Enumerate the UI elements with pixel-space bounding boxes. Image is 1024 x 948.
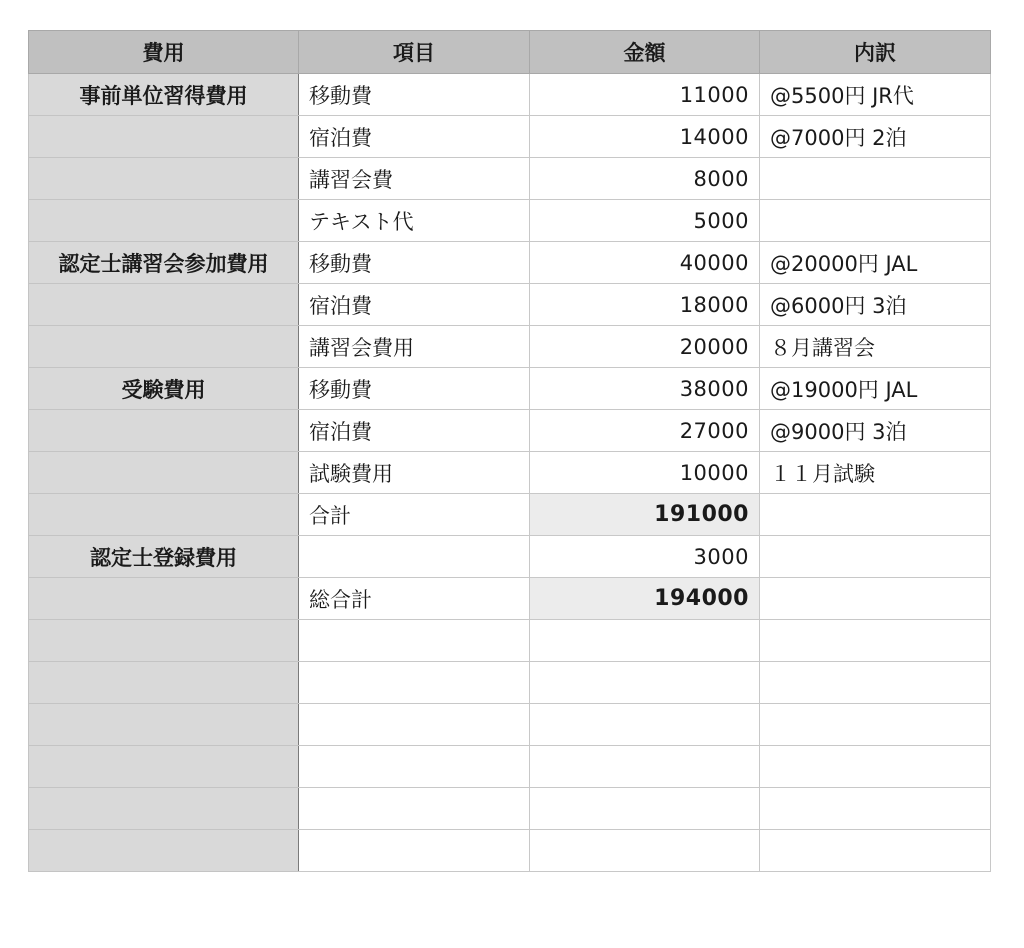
- table-row: [29, 452, 991, 494]
- item-cell[interactable]: [299, 704, 530, 746]
- breakdown-cell[interactable]: @6000円 3泊: [760, 284, 991, 326]
- table-header: [29, 31, 991, 74]
- amount-cell[interactable]: [530, 830, 760, 872]
- amount-cell[interactable]: [530, 788, 760, 830]
- item-cell[interactable]: [299, 536, 530, 578]
- category-cell[interactable]: [29, 830, 299, 872]
- table-row: [29, 746, 991, 788]
- item-cell[interactable]: 総合計: [299, 578, 530, 620]
- category-cell[interactable]: [29, 788, 299, 830]
- amount-cell[interactable]: [530, 662, 760, 704]
- category-cell[interactable]: [29, 284, 299, 326]
- table-row: [29, 242, 991, 284]
- breakdown-cell[interactable]: ８月講習会: [760, 326, 991, 368]
- item-cell[interactable]: 宿泊費: [299, 410, 530, 452]
- table-row: [29, 116, 991, 158]
- item-cell[interactable]: [299, 830, 530, 872]
- total-amount-cell[interactable]: 191000: [530, 494, 760, 536]
- breakdown-cell[interactable]: [760, 536, 991, 578]
- breakdown-cell[interactable]: [760, 830, 991, 872]
- table-row: [29, 326, 991, 368]
- item-cell[interactable]: 講習会費用: [299, 326, 530, 368]
- table-row: [29, 410, 991, 452]
- item-cell[interactable]: 宿泊費: [299, 284, 530, 326]
- breakdown-cell[interactable]: @7000円 2泊: [760, 116, 991, 158]
- category-cell[interactable]: [29, 452, 299, 494]
- category-cell[interactable]: [29, 746, 299, 788]
- category-cell[interactable]: 受験費用: [29, 368, 299, 410]
- table-row: [29, 494, 991, 536]
- amount-cell[interactable]: 8000: [530, 158, 760, 200]
- table-row: [29, 620, 991, 662]
- item-cell[interactable]: [299, 788, 530, 830]
- table-row: [29, 200, 991, 242]
- amount-cell[interactable]: 3000: [530, 536, 760, 578]
- amount-cell[interactable]: 14000: [530, 116, 760, 158]
- breakdown-cell[interactable]: @9000円 3泊: [760, 410, 991, 452]
- table-row: [29, 578, 991, 620]
- header-item[interactable]: 項目: [299, 31, 530, 74]
- category-cell[interactable]: [29, 410, 299, 452]
- amount-cell[interactable]: [530, 704, 760, 746]
- table-row: [29, 830, 991, 872]
- amount-cell[interactable]: 40000: [530, 242, 760, 284]
- item-cell[interactable]: 合計: [299, 494, 530, 536]
- table-row: [29, 284, 991, 326]
- amount-cell[interactable]: 10000: [530, 452, 760, 494]
- item-cell[interactable]: [299, 620, 530, 662]
- table-row: [29, 704, 991, 746]
- breakdown-cell[interactable]: [760, 662, 991, 704]
- breakdown-cell[interactable]: [760, 158, 991, 200]
- category-cell[interactable]: [29, 200, 299, 242]
- breakdown-cell[interactable]: １１月試験: [760, 452, 991, 494]
- table-row: [29, 158, 991, 200]
- breakdown-cell[interactable]: [760, 578, 991, 620]
- breakdown-cell[interactable]: @19000円 JAL: [760, 368, 991, 410]
- item-cell[interactable]: 移動費: [299, 74, 530, 116]
- category-cell[interactable]: [29, 704, 299, 746]
- category-cell[interactable]: [29, 578, 299, 620]
- category-cell[interactable]: [29, 326, 299, 368]
- table-row: [29, 662, 991, 704]
- amount-cell[interactable]: 11000: [530, 74, 760, 116]
- table-body: [29, 74, 991, 872]
- category-cell[interactable]: [29, 494, 299, 536]
- breakdown-cell[interactable]: [760, 200, 991, 242]
- expense-table: [28, 30, 991, 872]
- header-breakdown[interactable]: 内訳: [760, 31, 991, 74]
- amount-cell[interactable]: 27000: [530, 410, 760, 452]
- breakdown-cell[interactable]: @20000円 JAL: [760, 242, 991, 284]
- item-cell[interactable]: テキスト代: [299, 200, 530, 242]
- category-cell[interactable]: 認定士講習会参加費用: [29, 242, 299, 284]
- table-row: [29, 368, 991, 410]
- header-amount[interactable]: 金額: [530, 31, 760, 74]
- breakdown-cell[interactable]: [760, 620, 991, 662]
- item-cell[interactable]: 講習会費: [299, 158, 530, 200]
- table-row: [29, 74, 991, 116]
- category-cell[interactable]: [29, 662, 299, 704]
- amount-cell[interactable]: [530, 620, 760, 662]
- breakdown-cell[interactable]: [760, 788, 991, 830]
- table-row: [29, 788, 991, 830]
- category-cell[interactable]: [29, 116, 299, 158]
- item-cell[interactable]: 移動費: [299, 368, 530, 410]
- item-cell[interactable]: 宿泊費: [299, 116, 530, 158]
- amount-cell[interactable]: 5000: [530, 200, 760, 242]
- table-row: [29, 536, 991, 578]
- category-cell[interactable]: [29, 620, 299, 662]
- breakdown-cell[interactable]: [760, 494, 991, 536]
- header-row: [29, 31, 991, 74]
- item-cell[interactable]: 試験費用: [299, 452, 530, 494]
- amount-cell[interactable]: [530, 746, 760, 788]
- breakdown-cell[interactable]: [760, 746, 991, 788]
- item-cell[interactable]: [299, 662, 530, 704]
- amount-cell[interactable]: 18000: [530, 284, 760, 326]
- breakdown-cell[interactable]: @5500円 JR代: [760, 74, 991, 116]
- amount-cell[interactable]: 38000: [530, 368, 760, 410]
- header-category[interactable]: 費用: [29, 31, 299, 74]
- amount-cell[interactable]: 20000: [530, 326, 760, 368]
- item-cell[interactable]: [299, 746, 530, 788]
- category-cell[interactable]: 認定士登録費用: [29, 536, 299, 578]
- total-amount-cell[interactable]: 194000: [530, 578, 760, 620]
- category-cell[interactable]: [29, 158, 299, 200]
- item-cell[interactable]: 移動費: [299, 242, 530, 284]
- category-cell[interactable]: 事前単位習得費用: [29, 74, 299, 116]
- breakdown-cell[interactable]: [760, 704, 991, 746]
